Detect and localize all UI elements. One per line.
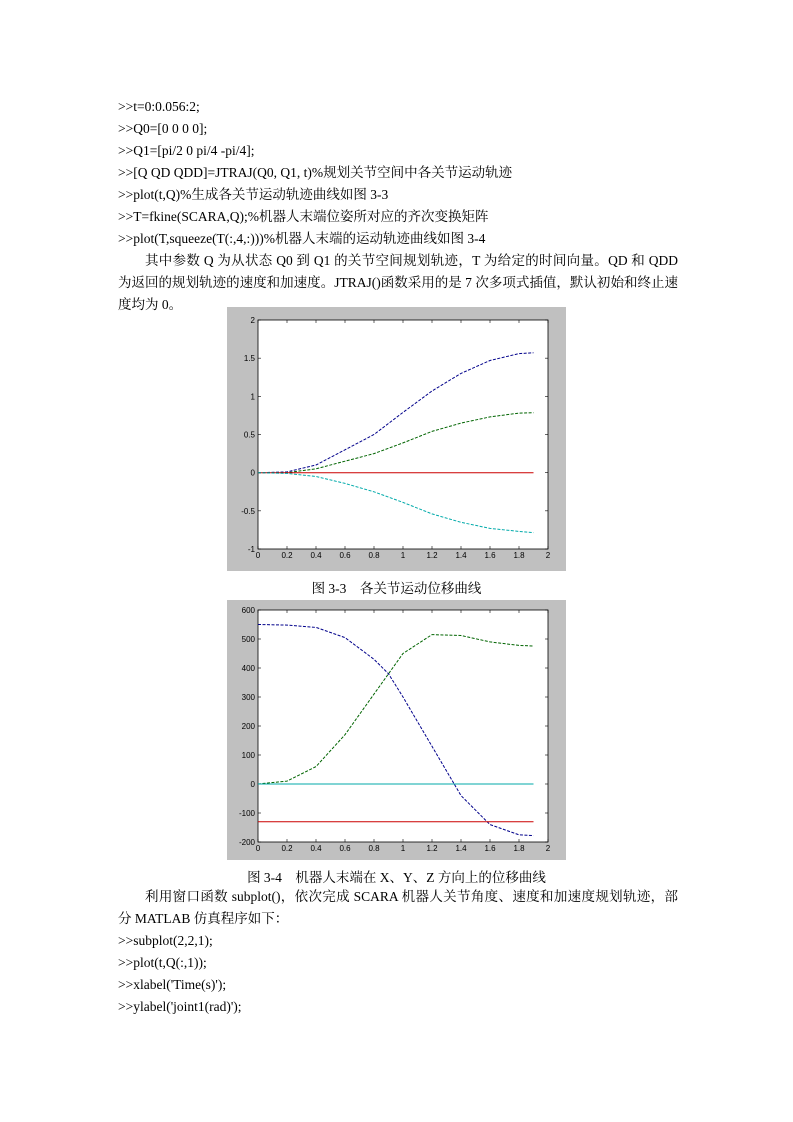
x-tick-label: 0.6	[339, 551, 351, 560]
y-tick-label: 500	[241, 635, 255, 644]
code-line: >>subplot(2,2,1);	[118, 933, 213, 948]
x-tick-label: 0.4	[310, 551, 322, 560]
y-tick-label: 400	[241, 664, 255, 673]
code-line: >>plot(t,Q)%生成各关节运动轨迹曲线如图 3-3	[118, 187, 389, 202]
y-tick-label: -200	[238, 838, 255, 847]
x-tick-label: 1	[400, 844, 406, 853]
x-tick-label: 1.2	[426, 844, 438, 853]
paragraph-1: 其中参数 Q 为从状态 Q0 到 Q1 的关节空间规划轨迹，T 为给定的时间向量。QD 和 QDD 为返回的规划轨迹的速度和加速度。JTRAJ()函数采用的是 7 次多项式插值，默认初始和终止速度均为 0。	[118, 253, 678, 312]
x-tick-label: 2	[545, 844, 551, 853]
code-line: >>t=0:0.056:2;	[118, 99, 200, 114]
x-tick-label: 0.8	[368, 844, 380, 853]
plot-area	[258, 320, 548, 549]
figure-3-4-caption: 图 3-4 机器人末端在 X、Y、Z 方向上的位移曲线	[247, 870, 546, 885]
x-tick-label: 1.6	[484, 551, 496, 560]
code-line: >>xlabel('Time(s)');	[118, 977, 227, 992]
x-tick-label: 0.8	[368, 551, 380, 560]
x-tick-label: 1.4	[455, 551, 467, 560]
y-tick-label: 1.5	[243, 354, 255, 364]
code-line: >>Q0=[0 0 0 0];	[118, 121, 208, 136]
figure-3-4	[227, 600, 566, 860]
y-tick-label: 300	[241, 693, 255, 702]
x-tick-label: 0.6	[339, 844, 351, 853]
x-tick-label: 0	[255, 551, 261, 560]
x-tick-label: 1.4	[455, 844, 467, 853]
x-tick-label: 0.2	[281, 844, 293, 853]
code-line: >>T=fkine(SCARA,Q);%机器人末端位姿所对应的齐次变换矩阵	[118, 209, 489, 224]
x-tick-label: 1.6	[484, 844, 496, 853]
code-line: >>ylabel('joint1(rad)');	[118, 999, 242, 1014]
code-line: >>plot(T,squeeze(T(:,4,:)))%机器人末端的运动轨迹曲线如图 3-4	[118, 231, 486, 246]
y-tick-label: 600	[241, 606, 255, 615]
code-block-2	[118, 930, 242, 1018]
code-line: >>plot(t,Q(:,1));	[118, 955, 207, 970]
end-effector-displacement-chart	[227, 600, 566, 860]
code-block-1	[118, 96, 512, 250]
x-tick-label: 2	[545, 551, 551, 560]
x-tick-label: 1.8	[513, 844, 525, 853]
y-tick-label: 0.5	[243, 430, 255, 440]
x-tick-label: 0.4	[310, 844, 322, 853]
joint-displacement-chart	[227, 307, 566, 571]
x-tick-label: 1.2	[426, 551, 438, 560]
y-tick-label: -100	[238, 809, 255, 818]
code-line: >>[Q QD QDD]=JTRAJ(Q0, Q1, t)%规划关节空间中各关节运动轨迹	[118, 165, 513, 180]
code-line: >>Q1=[pi/2 0 pi/4 -pi/4];	[118, 143, 255, 158]
y-tick-label: 100	[241, 751, 255, 760]
x-tick-label: 0.2	[281, 551, 293, 560]
y-tick-label: 0	[250, 468, 255, 478]
x-tick-label: 1.8	[513, 551, 525, 560]
figure-3-3-caption: 图 3-3 各关节运动位移曲线	[311, 581, 482, 596]
y-tick-label: 1	[250, 392, 255, 402]
y-tick-label: 0	[250, 780, 255, 789]
x-tick-label: 0	[255, 844, 261, 853]
y-tick-label: -0.5	[241, 506, 255, 516]
figure-3-3	[227, 307, 566, 571]
plot-area	[258, 610, 548, 842]
y-tick-label: 2	[250, 316, 255, 325]
y-tick-label: 200	[241, 722, 255, 731]
paragraph-2: 利用窗口函数 subplot()，依次完成 SCARA 机器人关节角度、速度和加速度规划轨迹，部分 MATLAB 仿真程序如下：	[118, 889, 678, 926]
x-tick-label: 1	[400, 551, 406, 560]
y-tick-label: -1	[247, 545, 255, 554]
